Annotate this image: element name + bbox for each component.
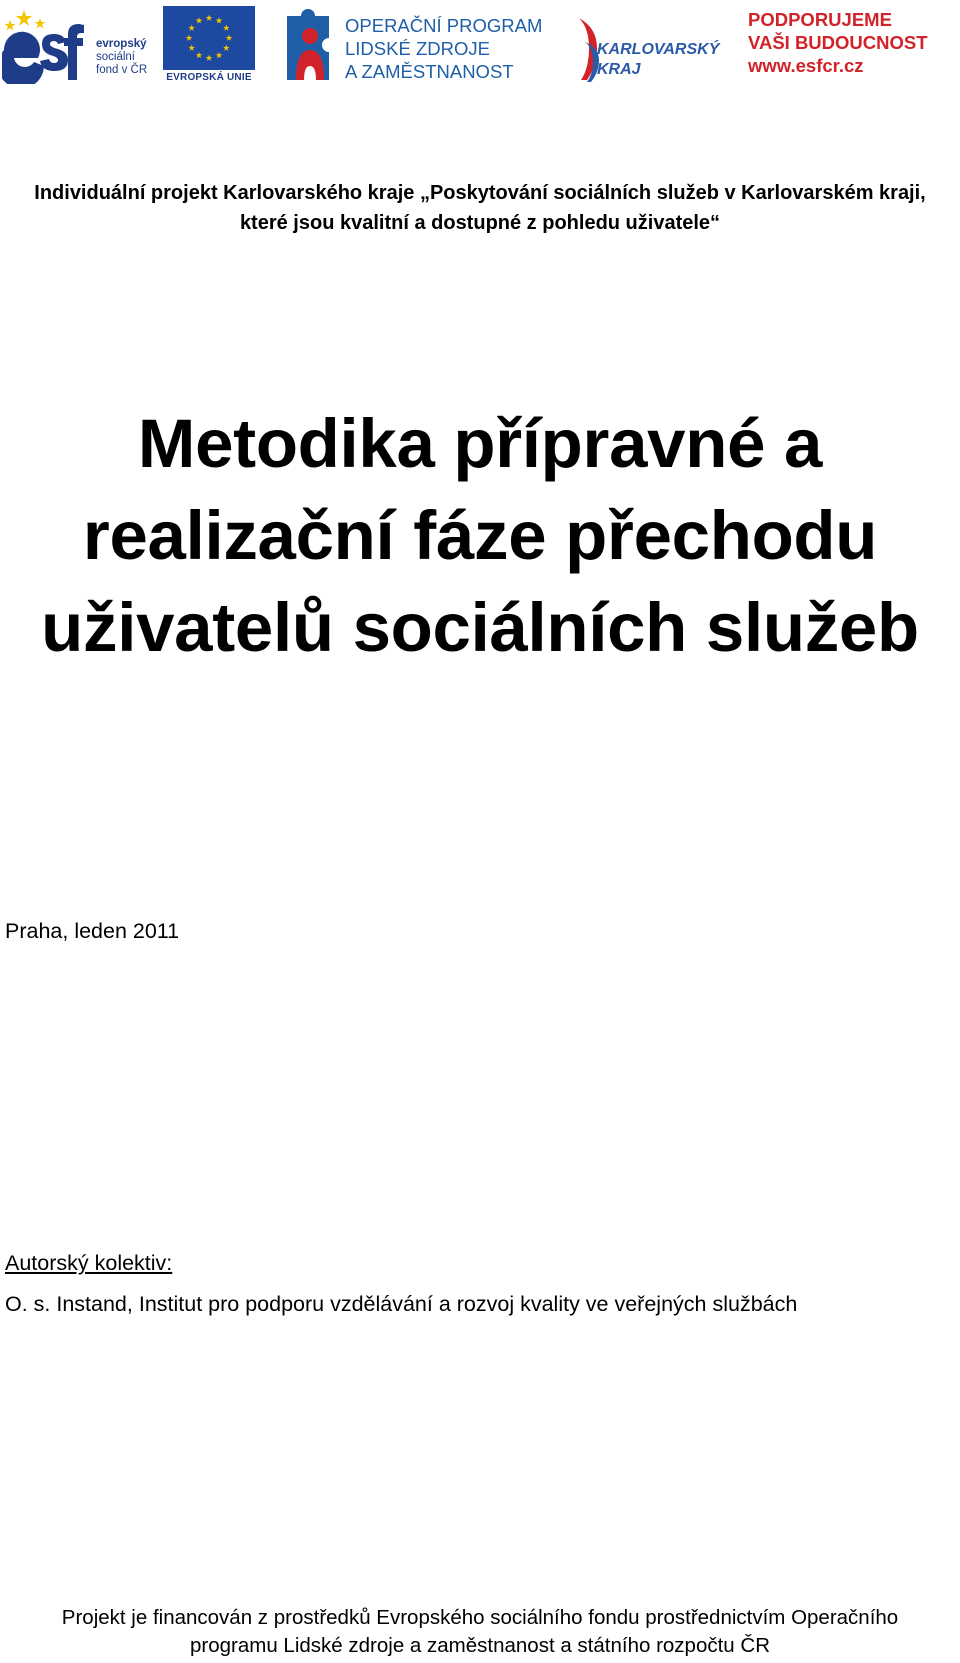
- support-line-1: PODPORUJEME: [748, 9, 892, 30]
- support-line-2: VAŠI BUDOUCNOST: [748, 32, 928, 53]
- puzzle-figure-icon: [283, 6, 335, 84]
- eu-flag-icon: [163, 6, 255, 70]
- eu-caption: EVROPSKÁ UNIE: [166, 72, 252, 83]
- kk-line-2: KRAJ: [597, 61, 641, 78]
- esf-text: [96, 38, 147, 77]
- support-url: www.esfcr.cz: [748, 55, 864, 76]
- logo-strip: [0, 0, 960, 90]
- main-title-line-1: Metodika přípravné a: [137, 405, 823, 482]
- authors-value: O. s. Instand, Institut pro podporu vzdělávání a rozvoj kvality ve veřejných službách: [5, 1292, 798, 1316]
- eu-logo: [163, 6, 255, 84]
- main-title: [0, 398, 960, 674]
- main-title-line-2: realizační fáze přechodu: [82, 497, 878, 574]
- karlovarsky-kraj-text: [597, 40, 719, 80]
- footer-funding-note: [0, 1604, 960, 1660]
- support-text: [748, 8, 928, 77]
- op-lzz-line-1: OPERAČNÍ PROGRAM: [345, 15, 543, 36]
- karlovarsky-kraj-logo: [573, 12, 723, 84]
- esf-logo: [2, 6, 154, 84]
- authors-label: Autorský kolektiv:: [5, 1251, 173, 1275]
- op-lzz-line-2: LIDSKÉ ZDROJE: [345, 38, 490, 59]
- place-date: Praha, leden 2011: [5, 919, 180, 943]
- esf-line-1: evropský: [96, 38, 147, 50]
- esf-mark-icon: [2, 6, 90, 84]
- op-lzz-logo: [283, 6, 553, 84]
- op-lzz-line-3: A ZAMĚSTNANOST: [345, 61, 514, 82]
- kk-line-1: KARLOVARSKÝ: [597, 41, 720, 58]
- esf-line-3: fond v ČR: [96, 64, 148, 76]
- esf-line-2: sociální: [96, 51, 135, 63]
- project-title: Individuální projekt Karlovarského kraje „Poskytování sociálních služeb v Karlovarském kraji, které jsou kvalitní a dostupné z pohledu uživatele“: [34, 182, 926, 234]
- main-title-line-3: uživatelů sociálních služeb: [41, 589, 919, 666]
- footer-line-1: Projekt je financován z prostředků Evropského sociálního fondu prostřednictvím Operačního: [61, 1606, 899, 1629]
- footer-line-2: programu Lidské zdroje a zaměstnanost a státního rozpočtu ČR: [190, 1634, 770, 1657]
- op-lzz-text: [345, 14, 542, 83]
- esfcr-support-logo: [748, 8, 938, 86]
